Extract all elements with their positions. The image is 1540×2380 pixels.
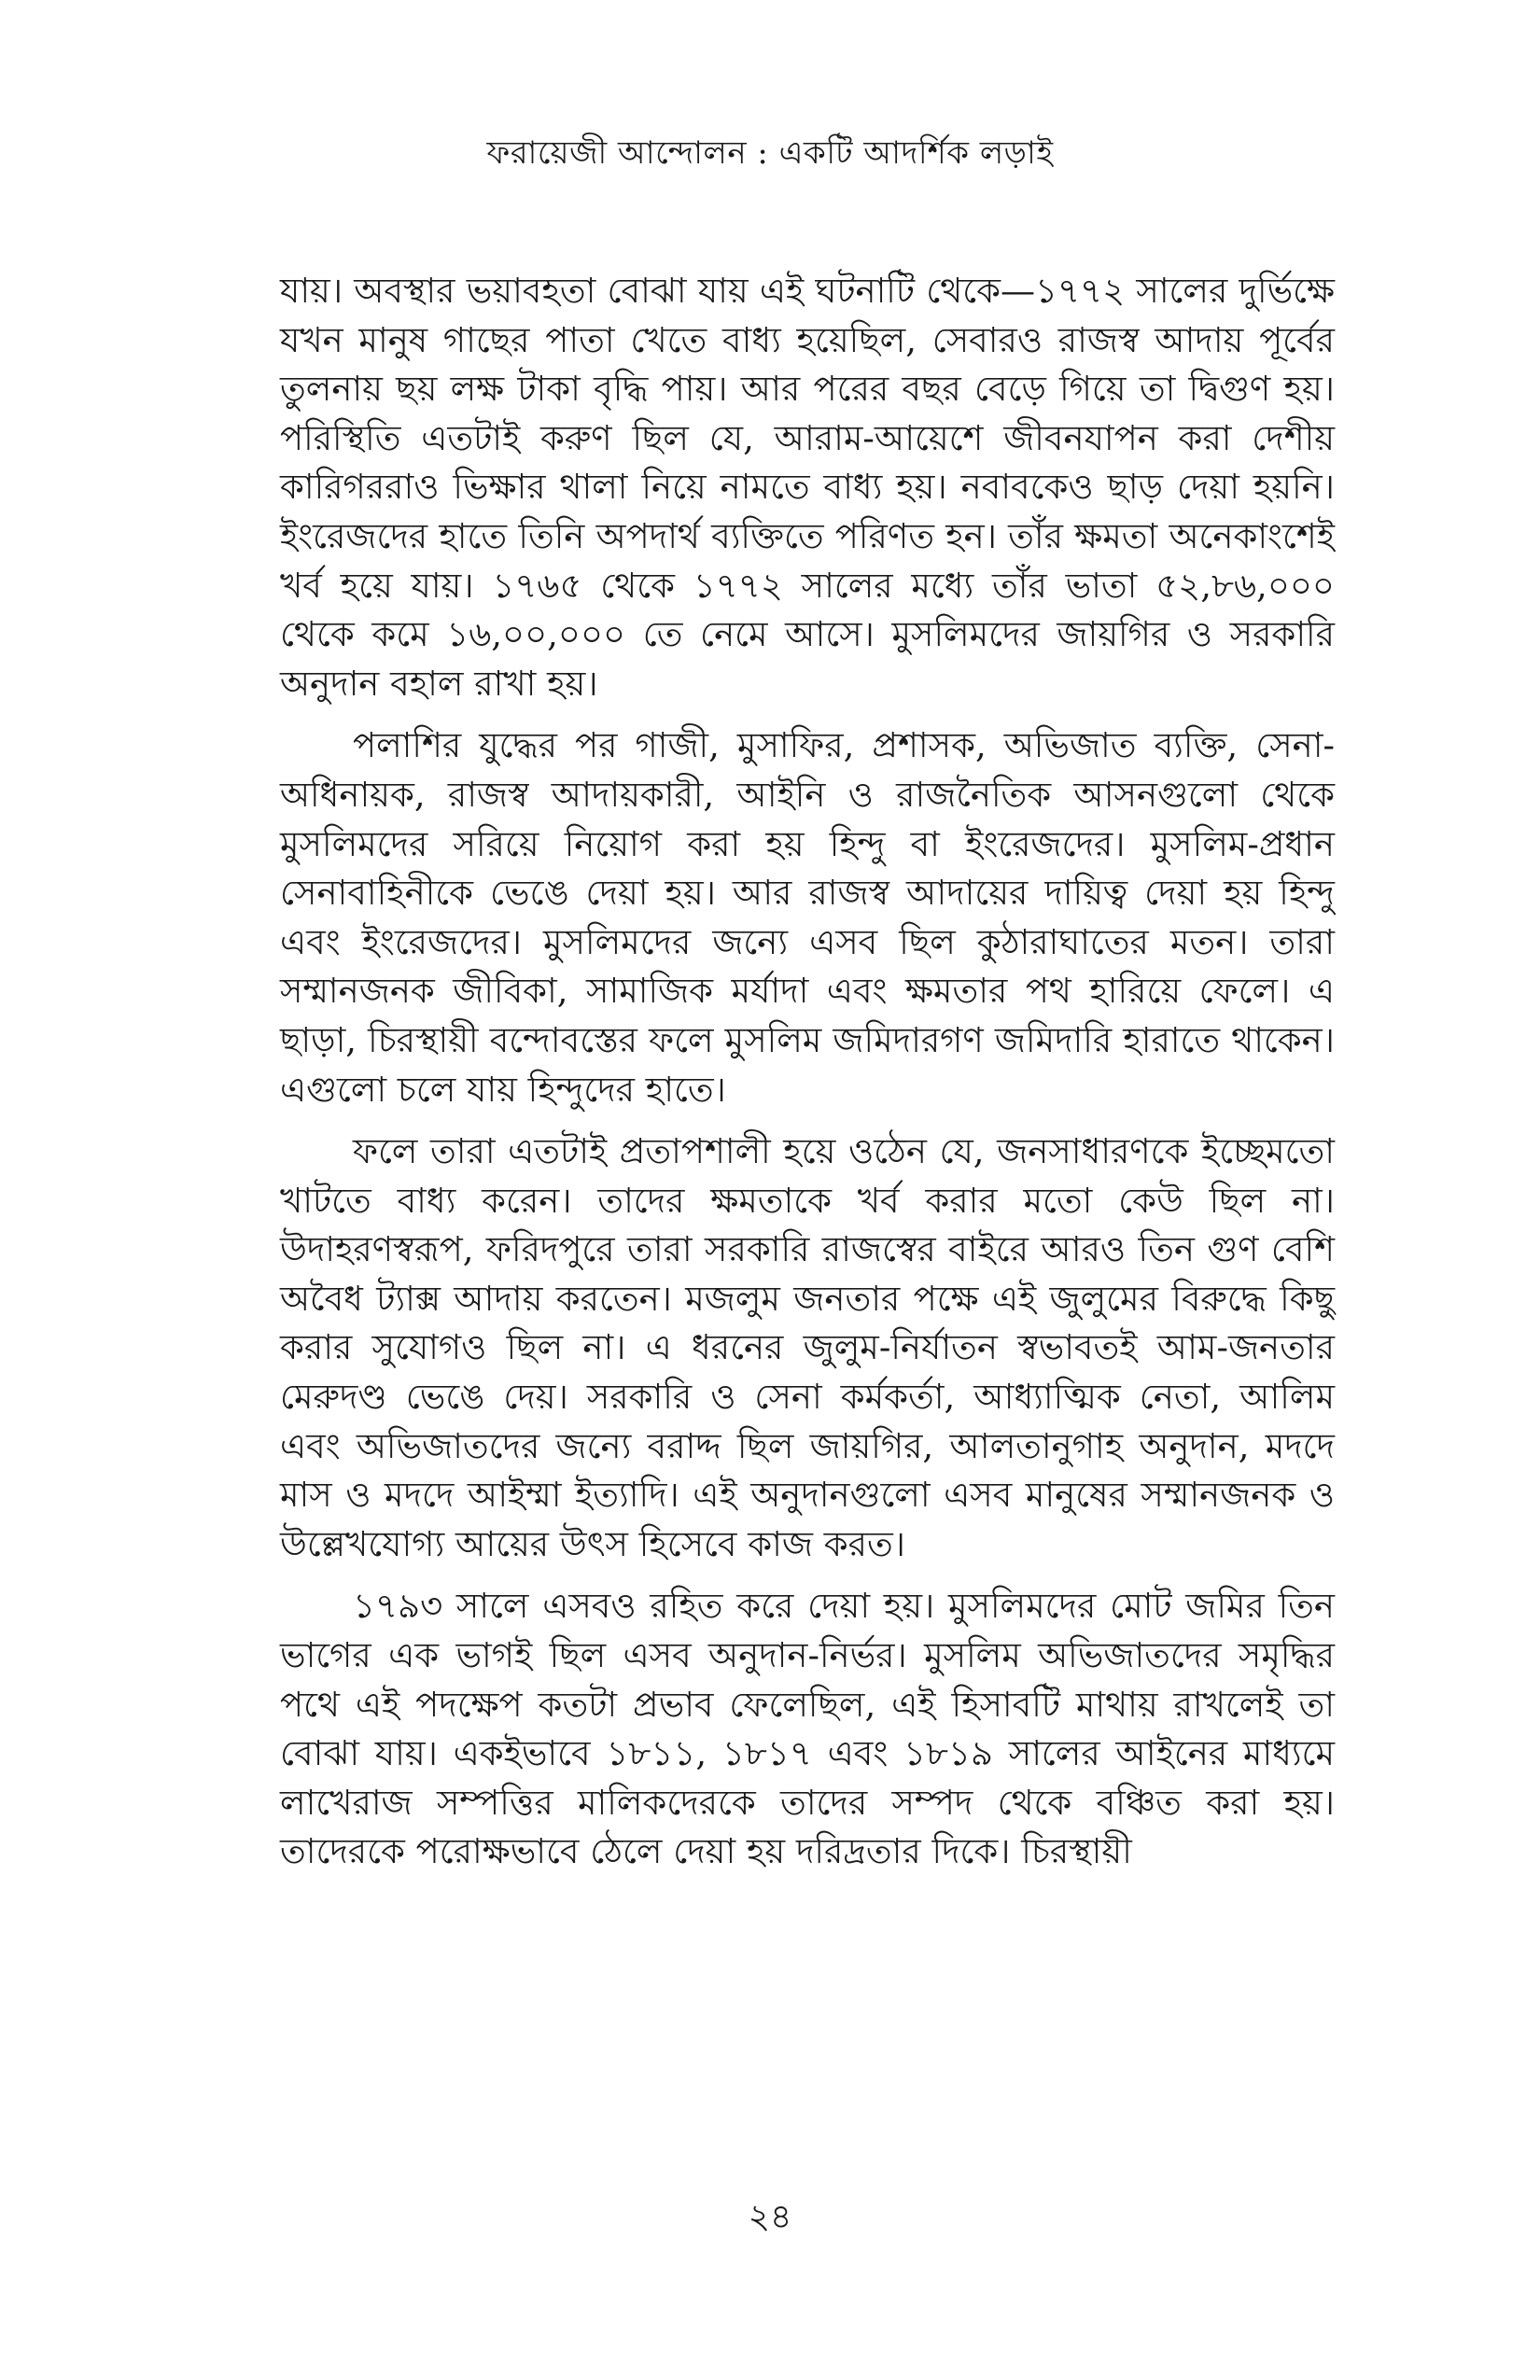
paragraph-4: ১৭৯৩ সালে এসবও রহিত করে দেয়া হয়। মুসলিমদের মোট জমির তিন ভাগের এক ভাগই ছিল এসব অনুদান-নির্ভর। মুসলিম অভিজাতদের সমৃদ্ধির পথে এই পদক্ষেপ কতটা প্রভাব ফেলেছিল, এই হিসাবটি মাথায় রাখলেই তা বোঝা যায়। একইভাবে ১৮১১, ১৮১৭ এবং ১৮১৯ সালের আইনের মাধ্যমে লাখেরাজ সম্পত্তির মালিকদেরকে তাদের সম্পদ থেকে বঞ্চিত করা হয়। তাদেরকে পরোক্ষভাবে ঠেলে দেয়া হয় দরিদ্রতার দিকে। চিরস্থায়ী xyxy=(280,1586,1335,1872)
paragraph-2: পলাশির যুদ্ধের পর গাজী, মুসাফির, প্রশাসক, অভিজাত ব্যক্তি, সেনা-অধিনায়ক, রাজস্ব আদায়কারী, আইনি ও রাজনৈতিক আসনগুলো থেকে মুসলিমদের সরিয়ে নিয়োগ করা হয় হিন্দু বা ইংরেজদের। মুসলিম-প্রধান সেনাবাহিনীকে ভেঙে দেয়া হয়। আর রাজস্ব আদায়ের দায়িত্ব দেয়া হয় হিন্দু এবং ইংরেজদের। মুসলিমদের জন্যে এসব ছিল কুঠারাঘাতের মতন। তারা সম্মানজনক জীবিকা, সামাজিক মর্যাদা এবং ক্ষমতার পথ হারিয়ে ফেলে। এ ছাড়া, চিরস্থায়ী বন্দোবস্তের ফলে মুসলিম জমিদারগণ জমিদারি হারাতে থাকেন। এগুলো চলে যায় হিন্দুদের হাতে। xyxy=(280,725,1335,1110)
body-text xyxy=(280,267,1335,1890)
page-number: ২৪ xyxy=(748,2198,792,2236)
paragraph-1: যায়। অবস্থার ভয়াবহতা বোঝা যায় এই ঘটনাটি থেকে—১৭৭২ সালের দুর্ভিক্ষে যখন মানুষ গাছের পাতা খেতে বাধ্য হয়েছিল, সেবারও রাজস্ব আদায় পূর্বের তুলনায় ছয় লক্ষ টাকা বৃদ্ধি পায়। আর পরের বছর বেড়ে গিয়ে তা দ্বিগুণ হয়। পরিস্থিতি এতটাই করুণ ছিল যে, আরাম-আয়েশে জীবনযাপন করা দেশীয় কারিগররাও ভিক্ষার থালা নিয়ে নামতে বাধ্য হয়। নবাবকেও ছাড় দেয়া হয়নি। ইংরেজদের হাতে তিনি অপদার্থ ব্যক্তিতে পরিণত হন। তাঁর ক্ষমতা অনেকাংশেই খর্ব হয়ে যায়। ১৭৬৫ থেকে ১৭৭২ সালের মধ্যে তাঁর ভাতা ৫২,৮৬,০০০ থেকে কমে ১৬,০০,০০০ তে নেমে আসে। মুসলিমদের জায়গির ও সরকারি অনুদান বহাল রাখা হয়। xyxy=(280,271,1335,704)
running-head: ফরায়েজী আন্দোলন : একটি আদর্শিক লড়াই xyxy=(486,134,1054,172)
paragraph-3: ফলে তারা এতটাই প্রতাপশালী হয়ে ওঠেন যে, জনসাধারণকে ইচ্ছেমতো খাটতে বাধ্য করেন। তাদের ক্ষমতাকে খর্ব করার মতো কেউ ছিল না। উদাহরণস্বরূপ, ফরিদপুরে তারা সরকারি রাজস্বের বাইরে আরও তিন গুণ বেশি অবৈধ ট্যাক্স আদায় করতেন। মজলুম জনতার পক্ষে এই জুলুমের বিরুদ্ধে কিছু করার সুযোগও ছিল না। এ ধরনের জুলুম-নির্যাতন স্বভাবতই আম-জনতার মেরুদণ্ড ভেঙে দেয়। সরকারি ও সেনা কর্মকর্তা, আধ্যাত্মিক নেতা, আলিম এবং অভিজাতদের জন্যে বরাদ্দ ছিল জায়গির, আলতানুগাহ অনুদান, মদদে মাস ও মদদে আইম্মা ইত্যাদি। এই অনুদানগুলো এসব মানুষের সম্মানজনক ও উল্লেখযোগ্য আয়ের উৎস হিসেবে কাজ করত। xyxy=(280,1131,1335,1564)
